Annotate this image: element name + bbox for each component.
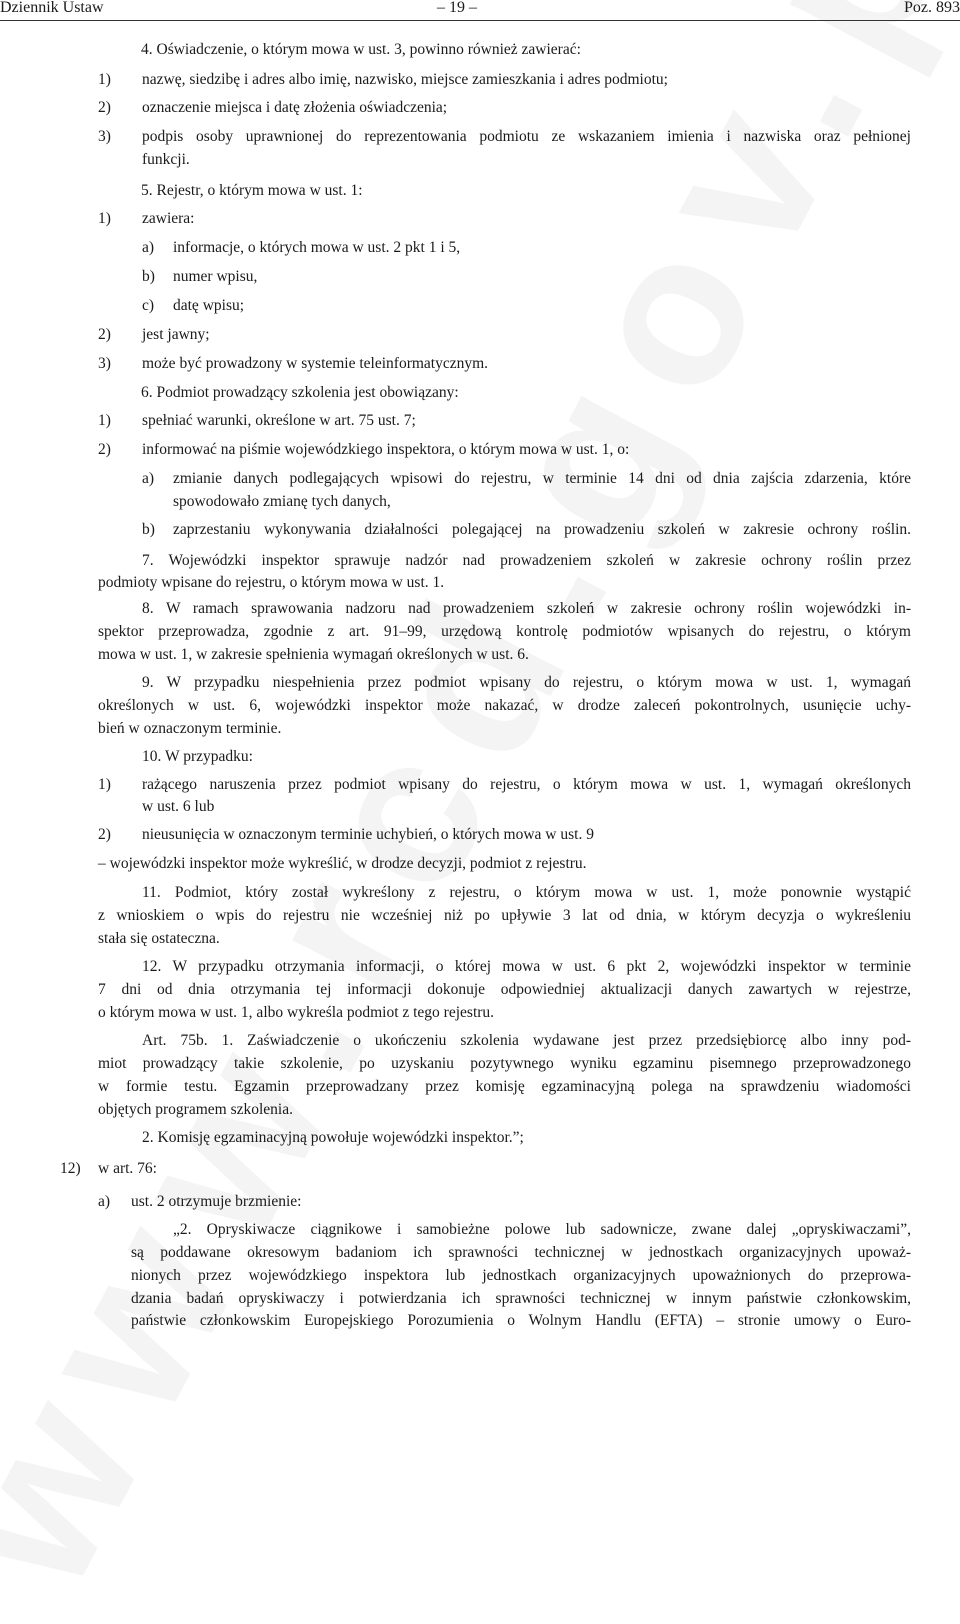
item-number: 1) bbox=[98, 412, 111, 429]
subitem-letter: b) bbox=[142, 268, 155, 285]
subitem-text: informacje, o których mowa w ust. 2 pkt 1 i 5, bbox=[173, 239, 461, 256]
item-number: 2) bbox=[98, 441, 111, 458]
paragraph-11-line: 11. Podmiot, który został wykreślony z rejestru, o którym mowa w ust. 1, może ponownie wystąpić bbox=[142, 884, 911, 901]
paragraph-9-line: określonych w ust. 6, wojewódzki inspektor może nakazać, w drodze zaleceń pokontrolnych, usunięcie uchy- bbox=[98, 697, 911, 714]
position-number: Poz. 893 bbox=[904, 0, 960, 16]
journal-title: Dziennik Ustaw bbox=[0, 0, 104, 16]
quoted-line: nionych przez wojewódzkiego inspektora lub jednostkach organizacyjnych upoważnionych do przeprowa- bbox=[131, 1267, 911, 1284]
subitem-text: ust. 2 otrzymuje brzmienie: bbox=[131, 1193, 302, 1210]
paragraph-12-line: 7 dni od dnia otrzymania tej informacji dokonuje odpowiedniej aktualizacji danych zawartych w rejestrze, bbox=[98, 981, 911, 998]
item-text: jest jawny; bbox=[142, 326, 210, 343]
page-number: – 19 – bbox=[437, 0, 477, 16]
dash-clause: – wojewódzki inspektor może wykreślić, w drodze decyzji, podmiot z rejestru. bbox=[98, 855, 587, 872]
subitem-text: zaprzestaniu wykonywania działalności polegającej na prowadzeniu szkoleń w zakresie ochrony roślin. bbox=[173, 521, 911, 538]
item-number: 2) bbox=[98, 99, 111, 116]
article-75b-line: objętych programem szkolenia. bbox=[98, 1101, 293, 1118]
article-75b-line: Art. 75b. 1. Zaświadczenie o ukończeniu szkolenia wydawane jest przez przedsiębiorcę albo inny pod- bbox=[142, 1032, 911, 1049]
article-75b-paragraph-2: 2. Komisję egzaminacyjną powołuje wojewódzki inspektor.”; bbox=[142, 1129, 524, 1146]
subitem-text: numer wpisu, bbox=[173, 268, 258, 285]
item-text: podpis osoby uprawnionej do reprezentowania podmiotu ze wskazaniem imienia i nazwiska oraz pełnionej bbox=[142, 128, 911, 145]
item-number: 3) bbox=[98, 355, 111, 372]
item-text: w ust. 6 lub bbox=[142, 798, 215, 815]
subitem-letter: a) bbox=[142, 239, 155, 256]
point-number: 12) bbox=[60, 1160, 81, 1177]
quoted-line: „2. Opryskiwacze ciągnikowe i samobieżne polowe lub sadownicze, zwane dalej „opryskiwaczami”, bbox=[173, 1221, 911, 1238]
subitem-letter: a) bbox=[142, 470, 155, 487]
paragraph-8-line: spektor przeprowadza, zgodnie z art. 91–99, urzędową kontrolę podmiotów wpisanych do rejestru, o którym bbox=[98, 623, 911, 640]
item-number: 1) bbox=[98, 71, 111, 88]
paragraph-6-intro: 6. Podmiot prowadzący szkolenia jest obowiązany: bbox=[141, 384, 459, 401]
paragraph-9-line: bień w oznaczonym terminie. bbox=[98, 720, 282, 737]
item-number: 2) bbox=[98, 326, 111, 343]
article-75b-line: miot prowadzący takie szkolenie, po uzyskaniu pozytywnego wyniku egzaminu pisemnego przeprowadzonego bbox=[98, 1055, 911, 1072]
subitem-text: datę wpisu; bbox=[173, 297, 245, 314]
item-text: spełniać warunki, określone w art. 75 ust. 7; bbox=[142, 412, 416, 429]
item-text: oznaczenie miejsca i datę złożenia oświadczenia; bbox=[142, 99, 448, 116]
paragraph-12-line: 12. W przypadku otrzymania informacji, o której mowa w ust. 6 pkt 2, wojewódzki inspektor w terminie bbox=[142, 958, 911, 975]
page-header bbox=[0, 0, 960, 20]
paragraph-7-line: podmioty wpisane do rejestru, o którym mowa w ust. 1. bbox=[98, 574, 445, 591]
paragraph-4-intro: 4. Oświadczenie, o którym mowa w ust. 3, powinno również zawierać: bbox=[141, 41, 581, 58]
subitem-letter: c) bbox=[142, 297, 155, 314]
item-number: 1) bbox=[98, 776, 111, 793]
quoted-line: państwie członkowskim Europejskiego Porozumienia o Wolnym Handlu (EFTA) – stronie umowy o Euro- bbox=[131, 1312, 911, 1329]
quoted-line: dzania badań opryskiwaczy i potwierdzania ich sprawności technicznej w innym państwie członkowskim, bbox=[131, 1290, 911, 1307]
item-text: rażącego naruszenia przez podmiot wpisany do rejestru, o którym mowa w ust. 1, wymagań określonych bbox=[142, 776, 911, 793]
subitem-letter: a) bbox=[98, 1193, 111, 1210]
subitem-text: spowodowało zmianę tych danych, bbox=[173, 493, 391, 510]
paragraph-10-intro: 10. W przypadku: bbox=[142, 748, 253, 765]
subitem-letter: b) bbox=[142, 521, 155, 538]
header-rule bbox=[0, 20, 960, 21]
item-text: może być prowadzony w systemie teleinformatycznym. bbox=[142, 355, 489, 372]
item-number: 2) bbox=[98, 826, 111, 843]
paragraph-11-line: z wnioskiem o wpis do rejestru nie wcześniej niż po upływie 3 lat od dnia, w którym decyzja o wykreśleniu bbox=[98, 907, 911, 924]
article-75b-line: w formie testu. Egzamin przeprowadzany przez komisję egzaminacyjną polega na sprawdzeniu wiadomości bbox=[98, 1078, 911, 1095]
item-number: 1) bbox=[98, 210, 111, 227]
item-text: funkcji. bbox=[142, 151, 190, 168]
paragraph-12-line: o którym mowa w ust. 1, albo wykreśla podmiot z tego rejestru. bbox=[98, 1004, 495, 1021]
subitem-text: zmianie danych podlegających wpisowi do rejestru, w terminie 14 dni od dnia zajścia zdarzenia, które bbox=[173, 470, 911, 487]
quoted-line: są poddawane okresowym badaniom ich sprawności technicznej w jednostkach organizacyjnych upoważ- bbox=[131, 1244, 911, 1261]
paragraph-5-intro: 5. Rejestr, o którym mowa w ust. 1: bbox=[141, 182, 363, 199]
point-text: w art. 76: bbox=[98, 1160, 157, 1177]
paragraph-7-line: 7. Wojewódzki inspektor sprawuje nadzór nad prowadzeniem szkoleń w zakresie ochrony roślin przez bbox=[142, 552, 911, 569]
item-text: nazwę, siedzibę i adres albo imię, nazwisko, miejsce zamieszkania i adres podmiotu; bbox=[142, 71, 668, 88]
paragraph-8-line: 8. W ramach sprawowania nadzoru nad prowadzeniem szkoleń w zakresie ochrony roślin wojewódzki in- bbox=[142, 600, 911, 617]
item-number: 3) bbox=[98, 128, 111, 145]
item-text: informować na piśmie wojewódzkiego inspektora, o którym mowa w ust. 1, o: bbox=[142, 441, 630, 458]
paragraph-8-line: mowa w ust. 1, w zakresie spełnienia wymagań określonych w ust. 6. bbox=[98, 646, 529, 663]
paragraph-9-line: 9. W przypadku niespełnienia przez podmiot wpisany do rejestru, o którym mowa w ust. 1, wymagań bbox=[142, 674, 911, 691]
item-text: nieusunięcia w oznaczonym terminie uchybień, o których mowa w ust. 9 bbox=[142, 826, 594, 843]
item-text: zawiera: bbox=[142, 210, 195, 227]
paragraph-11-line: stała się ostateczna. bbox=[98, 930, 220, 947]
